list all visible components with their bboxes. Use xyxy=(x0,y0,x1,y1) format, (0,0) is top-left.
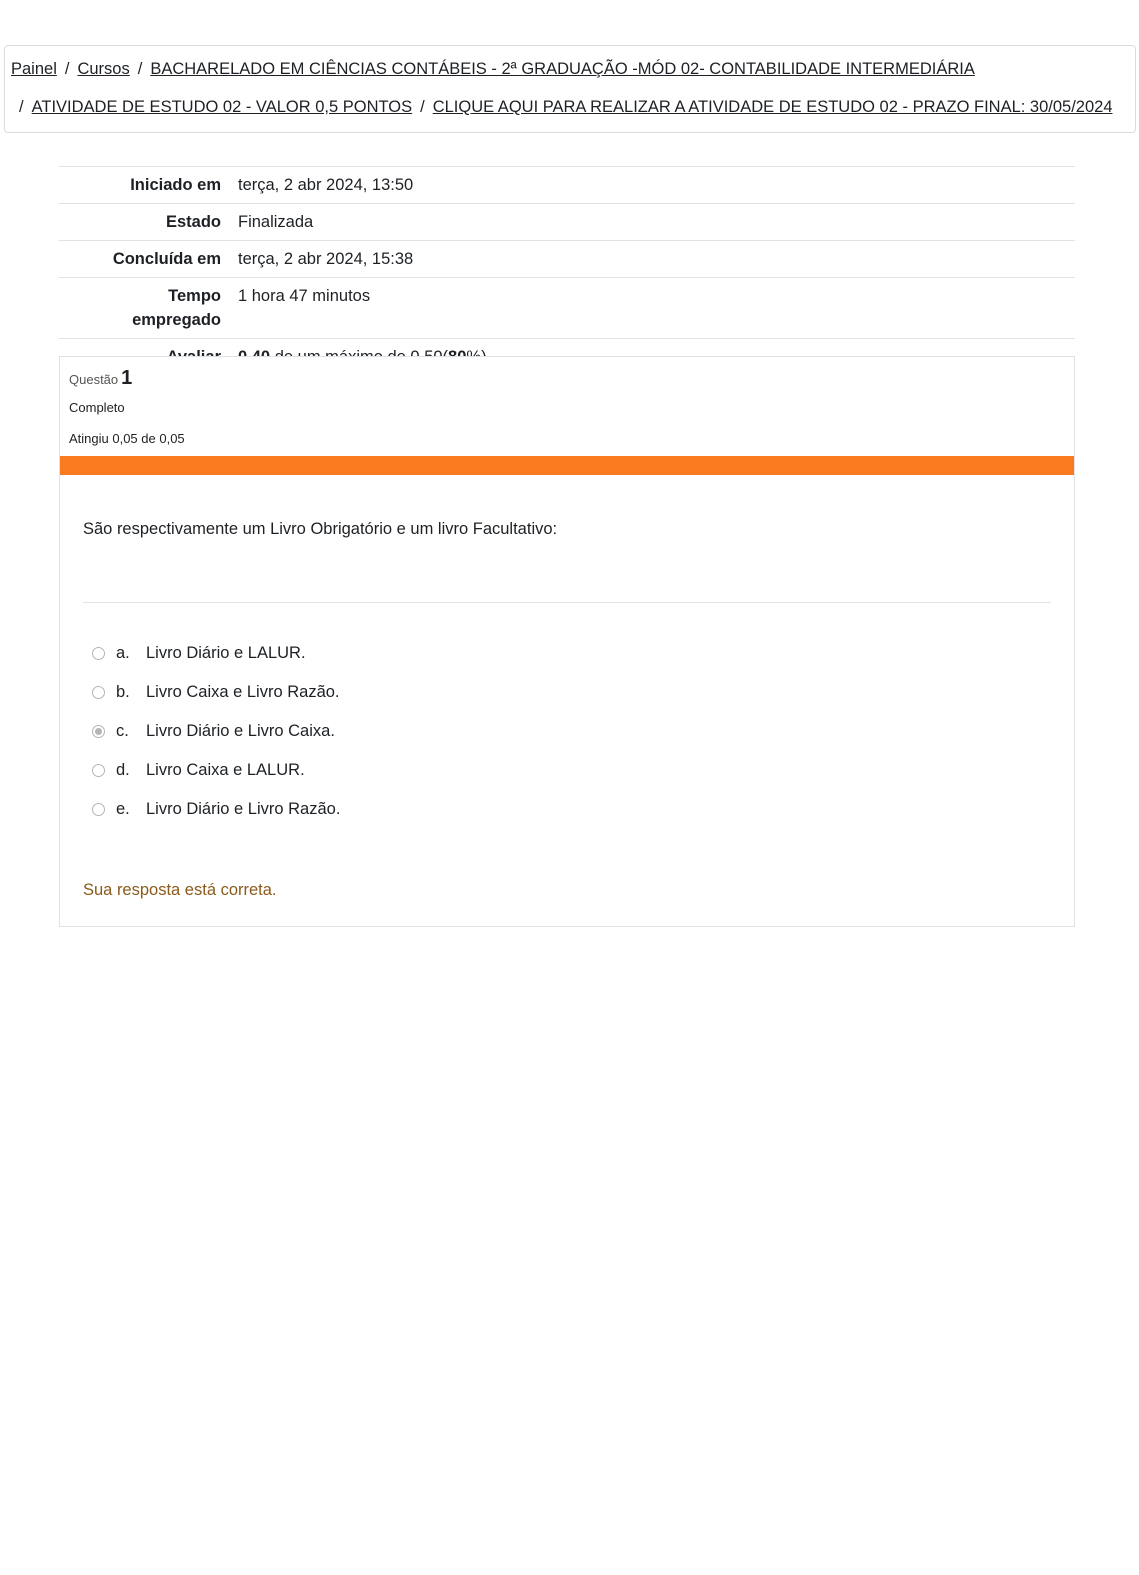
breadcrumb-separator: / xyxy=(19,98,24,116)
answer-text: Livro Diário e LALUR. xyxy=(146,644,306,662)
answer-option-b[interactable] xyxy=(92,673,340,712)
breadcrumb-link-activity[interactable]: ATIVIDADE DE ESTUDO 02 - VALOR 0,5 PONTOS xyxy=(31,98,413,116)
radio-checked-icon[interactable] xyxy=(92,725,105,738)
time-label-line-1: Tempo xyxy=(168,287,221,305)
started-value: terça, 2 abr 2024, 13:50 xyxy=(238,176,414,194)
answer-letter: c. xyxy=(116,722,129,740)
question-card xyxy=(59,356,1075,927)
question-number-value: 1 xyxy=(121,367,133,389)
answer-option-c[interactable] xyxy=(92,712,340,751)
answer-letter: d. xyxy=(116,761,130,779)
completed-value: terça, 2 abr 2024, 15:38 xyxy=(238,250,414,268)
breadcrumb-separator: / xyxy=(137,60,143,78)
breadcrumb-link-painel[interactable]: Painel xyxy=(11,60,57,78)
question-number xyxy=(69,367,132,390)
attempt-summary-table xyxy=(59,166,1075,375)
answer-option-a[interactable] xyxy=(92,634,340,673)
answer-letter: b. xyxy=(116,683,130,701)
breadcrumb-line-2 xyxy=(19,98,1113,117)
summary-row-time xyxy=(59,278,1075,339)
breadcrumb-link-cursos[interactable]: Cursos xyxy=(77,60,130,78)
answer-letter: a. xyxy=(116,644,130,662)
state-value: Finalizada xyxy=(238,213,314,231)
answer-text: Livro Diário e Livro Razão. xyxy=(146,800,341,818)
answer-text: Livro Diário e Livro Caixa. xyxy=(146,722,335,740)
breadcrumb-line-1 xyxy=(11,60,975,79)
answer-text: Livro Caixa e LALUR. xyxy=(146,761,305,779)
breadcrumb-link-course[interactable]: BACHARELADO EM CIÊNCIAS CONTÁBEIS - 2ª GRADUAÇÃO -MÓD 02- CONTABILIDADE INTERMEDIÁRIA xyxy=(150,60,975,78)
answer-option-d[interactable] xyxy=(92,751,340,790)
breadcrumb-separator: / xyxy=(64,60,70,78)
summary-row-started xyxy=(59,167,1075,204)
radio-unchecked-icon[interactable] xyxy=(92,647,105,660)
question-header-bar xyxy=(60,456,1074,475)
time-label-line-2: empregado xyxy=(132,311,221,329)
question-text: São respectivamente um Livro Obrigatório e um livro Facultativo: xyxy=(83,520,558,538)
started-label: Iniciado em xyxy=(130,176,221,194)
question-grade: Atingiu 0,05 de 0,05 xyxy=(69,431,185,446)
breadcrumb-link-quiz[interactable]: CLIQUE AQUI PARA REALIZAR A ATIVIDADE DE ESTUDO 02 - PRAZO FINAL: 30/05/2024 xyxy=(432,98,1113,116)
summary-row-state xyxy=(59,204,1075,241)
summary-row-completed xyxy=(59,241,1075,278)
answer-list xyxy=(92,634,340,829)
time-label xyxy=(59,278,221,338)
divider xyxy=(83,602,1051,603)
radio-unchecked-icon[interactable] xyxy=(92,764,105,777)
answer-feedback: Sua resposta está correta. xyxy=(83,881,277,899)
radio-unchecked-icon[interactable] xyxy=(92,803,105,816)
breadcrumb xyxy=(4,45,1136,133)
radio-unchecked-icon[interactable] xyxy=(92,686,105,699)
state-label: Estado xyxy=(165,213,221,231)
breadcrumb-separator: / xyxy=(420,98,425,116)
question-state: Completo xyxy=(69,400,125,415)
answer-option-e[interactable] xyxy=(92,790,340,829)
completed-label: Concluída em xyxy=(112,250,221,268)
time-value: 1 hora 47 minutos xyxy=(238,287,371,305)
question-number-label: Questão xyxy=(69,372,119,387)
answer-text: Livro Caixa e Livro Razão. xyxy=(146,683,340,701)
answer-letter: e. xyxy=(116,800,130,818)
